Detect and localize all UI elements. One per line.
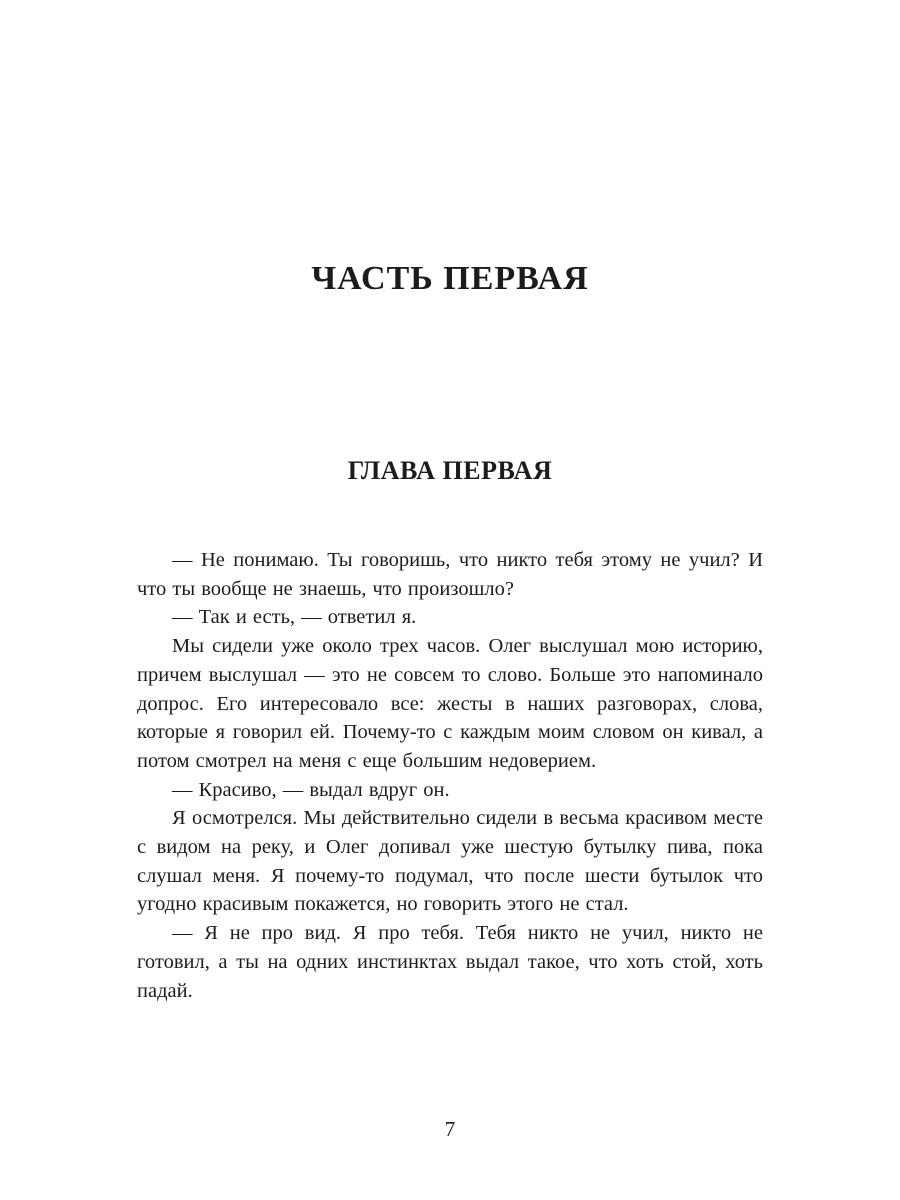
paragraph: — Я не про вид. Я про тебя. Тебя никто не учил, никто не готовил, а ты на одних инстинктах выдал такое, что хоть стой, хоть падай. xyxy=(137,922,763,1002)
part-title: ЧАСТЬ ПЕРВАЯ xyxy=(311,260,589,297)
body-text xyxy=(137,546,763,1005)
paragraph: — Так и есть, — ответил я. xyxy=(172,606,417,629)
paragraph: Мы сидели уже около трех часов. Олег выслушал мою историю, причем выслушал — это не совсем то слово. Больше это напоминало допрос. Его интересовало все: жесты в наших разговорах, слова, которые я говорил ей. Почему-то с каждым моим словом он кивал, а потом смотрел на меня с еще большим недоверием. xyxy=(137,635,763,772)
paragraph: — Не понимаю. Ты говоришь, что никто тебя этому не учил? И что ты вообще не знаешь, что произошло? xyxy=(137,549,763,600)
chapter-title: ГЛАВА ПЕРВАЯ xyxy=(347,456,553,485)
paragraph: — Красиво, — выдал вдруг он. xyxy=(172,778,450,801)
page-number: 7 xyxy=(444,1117,456,1141)
paragraph: Я осмотрелся. Мы действительно сидели в весьма красивом месте с видом на реку, и Олег допивал уже шестую бутылку пива, пока слушал меня. Я почему-то подумал, что после шести бутылок что угодно красивым покажется, но говорить этого не стал. xyxy=(137,807,763,916)
